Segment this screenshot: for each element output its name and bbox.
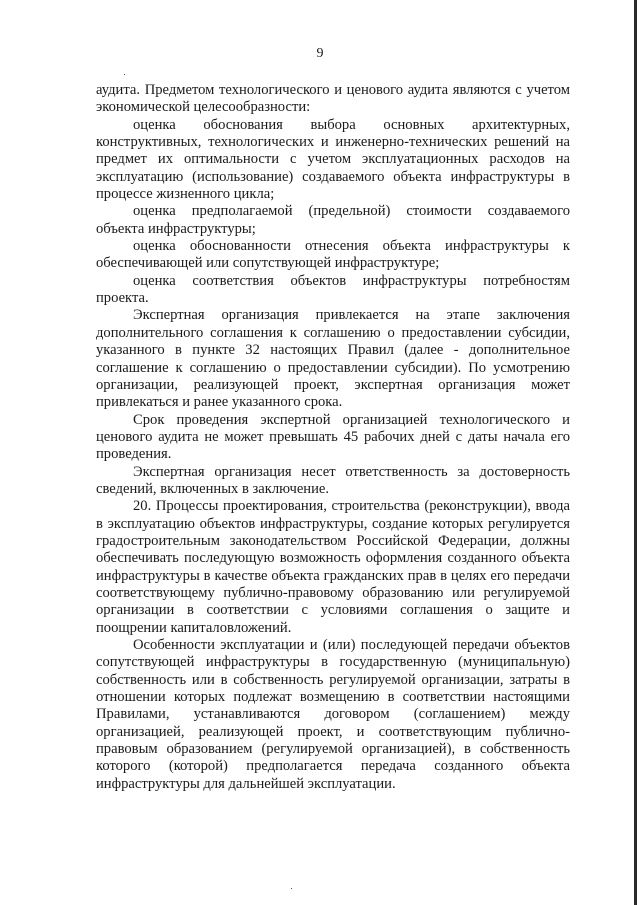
document-body: [96, 82, 570, 793]
scan-speck: [291, 888, 292, 889]
paragraph-transfer-specifics: Особенности эксплуатации и (или) последующей передачи объектов сопутствующей инфраструктуры в государственную (муниципальную) собственность или в собственность регулируемой организации, затраты в отношении которых подлежат возмещению в соответствии настоящими Правилами, устанавливаются договором (соглашением) между организацией, реализующей проект, и соответствующим публично-правовым образованием (регулируемой организацией), в собственность которого (которой) предполагается передача созданного объекта инфраструктуры для дальнейшей эксплуатации.: [96, 637, 570, 792]
paragraph-audit-continuation: аудита. Предметом технологического и ценового аудита являются с учетом экономической целесообразности:: [96, 82, 570, 116]
page-number: 9: [316, 46, 324, 61]
paragraph-audit-term: Срок проведения экспертной организацией технологического и ценового аудита не может превышать 45 рабочих дней с даты начала его проведения.: [96, 411, 570, 463]
paragraph-assessment-solutions: оценка обоснования выбора основных архитектурных, конструктивных, технологических и инженерно-технических решений на предмет их оптимальности с учетом эксплуатационных расходов на эксплуатацию (использование) создаваемого объекта инфраструктуры в процессе жизненного цикла;: [96, 116, 570, 203]
paragraph-assessment-cost: оценка предполагаемой (предельной) стоимости создаваемого объекта инфраструктуры;: [96, 203, 570, 237]
paragraph-assessment-classification: оценка обоснованности отнесения объекта инфраструктуры к обеспечивающей или сопутствующей инфраструктуре;: [96, 238, 570, 272]
paragraph-assessment-needs: оценка соответствия объектов инфраструктуры потребностям проекта.: [96, 272, 570, 307]
paragraph-expert-engagement: Экспертная организация привлекается на этапе заключения дополнительного соглашения к соглашению о предоставлении субсидии, указанного в пункте 32 настоящих Правил (далее - дополнительное соглашение к соглашению о предоставлении субсидии). По усмотрению организации, реализующей проект, экспертная организация может привлекаться и ранее указанного срока.: [96, 307, 570, 411]
paragraph-expert-responsibility: Экспертная организация несет ответственность за достоверность сведений, включенных в заключение.: [96, 463, 570, 497]
scan-speck: [124, 74, 125, 75]
scan-edge: [634, 0, 637, 905]
paragraph-clause-20: 20. Процессы проектирования, строительства (реконструкции), ввода в эксплуатацию объектов инфраструктуры, создание которых регулируется градостроительным законодательством Российской Федерации, должны обеспечивать последующую возможность оформления созданного объекта инфраструктуры в качестве объекта гражданских прав в целях его передачи соответствующему публично-правовому образованию или регулируемой организации в соответствии с условиями соглашения о защите и поощрении капиталовложений.: [96, 498, 570, 636]
